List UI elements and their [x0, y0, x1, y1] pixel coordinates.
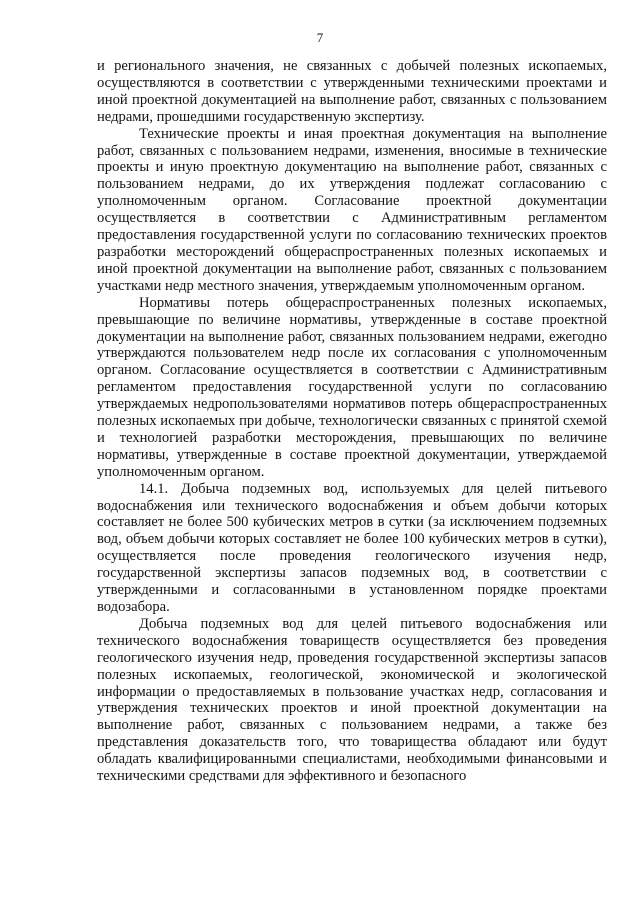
paragraph-continuation: и регионального значения, не связанных с добычей полезных ископаемых, осуществляются в соответствии с утвержденными техническими проектами и иной проектной документацией на выполнение работ, связанных с пользованием недрами, прошедшими государственную экспертизу.: [97, 58, 607, 125]
paragraph-loss-standards: Нормативы потерь общераспространенных полезных ископаемых, превышающие по величине нормативы, утвержденные в составе проектной документации на выполнение работ, связанных пользованием недрами, ежегодно утверждаются пользователем недр после их согласования с уполномоченным органом. Согласование осуществляется в соответствии с Административным регламентом предоставления государственной услуги по согласованию утверждаемых недропользователями нормативов потерь общераспространенных полезных ископаемых при добыче, технологически связанных с принятой схемой и технологией разработки месторождения, превышающих по величине нормативы, утвержденные в составе проектной документации, утверждаемой уполномоченным органом.: [97, 294, 607, 480]
paragraph-groundwater-partnerships: Добыча подземных вод для целей питьевого водоснабжения или технического водоснабжения товариществ осуществляется без проведения геологического изучения недр, проведения государственной экспертизы запасов полезных ископаемых, геологической, экономической и экологической информации о предоставляемых в пользование участках недр, согласования и утверждения технических проектов и иной проектной документации на выполнение работ, связанных с пользованием недрами, а также без представления доказательств того, что товарищества обладают или будут обладать квалифицированными специалистами, необходимыми финансовыми и техническими средствами для эффективного и безопасного: [97, 615, 607, 785]
document-body: [97, 58, 607, 785]
page-number: 7: [316, 30, 324, 45]
paragraph-14-1-groundwater: 14.1. Добыча подземных вод, используемых для целей питьевого водоснабжения или технического водоснабжения и объем добычи которых составляет не более 500 кубических метров в сутки (за исключением подземных вод, объем добычи которых составляет не более 100 кубических метров в сутки), осуществляется после проведения геологического изучения недр, государственной экспертизы запасов подземных вод, в соответствии с утвержденными и согласованными в установленном порядке проектами водозабора.: [97, 480, 607, 615]
paragraph-technical-projects: Технические проекты и иная проектная документация на выполнение работ, связанных с пользованием недрами, изменения, вносимые в технические проекты и иную проектную документацию на выполнение работ, связанных с пользованием недрами, до их утверждения подлежат согласованию с уполномоченным органом. Согласование проектной документации осуществляется в соответствии с Административным регламентом предоставления государственной услуги по согласованию технических проектов разработки месторождений общераспространенных полезных ископаемых и иной проектной документации на выполнение работ, связанных с пользованием участками недр местного значения, утверждаемым уполномоченным органом.: [97, 125, 607, 294]
